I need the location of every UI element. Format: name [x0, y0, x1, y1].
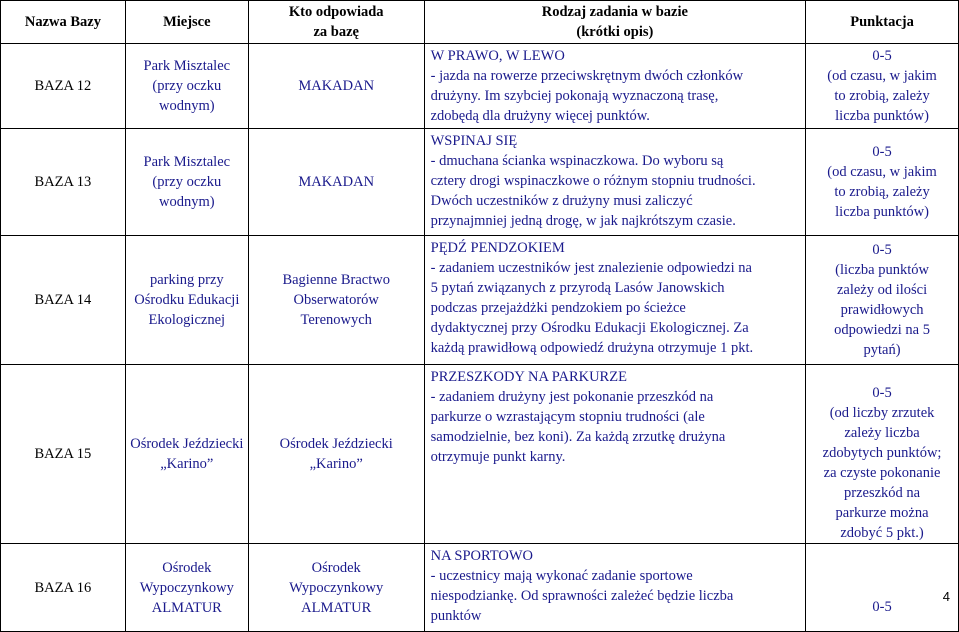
- header-name: Nazwa Bazy: [1, 1, 126, 44]
- row-points: 0-5 (liczba punktów zależy od ilości prawidłowych odpowiedzi na 5 pytań): [806, 236, 959, 365]
- row-points: 0-5 (od czasu, w jakim to zrobią, zależy liczba punktów): [806, 44, 959, 129]
- row-points: 0-5: [806, 544, 959, 632]
- table-row: [1, 544, 959, 632]
- table-row: [1, 236, 959, 365]
- row-who: Ośrodek Jeździecki „Karino”: [248, 365, 424, 544]
- row-name: BAZA 12: [1, 44, 126, 129]
- row-place: parking przy Ośrodku Edukacji Ekologicznej: [125, 236, 248, 365]
- row-place: Ośrodek Jeździecki „Karino”: [125, 365, 248, 544]
- header-place: Miejsce: [125, 1, 248, 44]
- row-task: PĘDŹ PENDZOKIEM - zadaniem uczestników jest znalezienie odpowiedzi na 5 pytań związanych z przyrodą Lasów Janowskich podczas przejażdżki pendzokiem po ścieżce dydaktycznej przy Ośrodku Edukacji Ekologicznej. Za każdą prawidłową odpowiedź drużyna otrzymuje 1 pkt.: [424, 236, 805, 365]
- row-who: Bagienne Bractwo Obserwatorów Terenowych: [248, 236, 424, 365]
- row-points: 0-5 (od czasu, w jakim to zrobią, zależy liczba punktów): [806, 129, 959, 236]
- header-who: Kto odpowiada za bazę: [248, 1, 424, 44]
- row-place: Ośrodek Wypoczynkowy ALMATUR: [125, 544, 248, 632]
- row-task: WSPINAJ SIĘ - dmuchana ścianka wspinaczkowa. Do wyboru są cztery drogi wspinaczkowe o różnym stopniu trudności. Dwóch uczestników z drużyny musi zaliczyć przynajmniej jedną drogę, w jak najkrótszym czasie.: [424, 129, 805, 236]
- row-who: Ośrodek Wypoczynkowy ALMATUR: [248, 544, 424, 632]
- row-name: BAZA 16: [1, 544, 126, 632]
- row-name: BAZA 14: [1, 236, 126, 365]
- row-task: PRZESZKODY NA PARKURZE - zadaniem drużyny jest pokonanie przeszkód na parkurze o wzrastającym stopniu trudności (ale samodzielnie, bez koni). Za każdą zrzutkę drużyna otrzymuje punkt karny.: [424, 365, 805, 544]
- row-points: 0-5 (od liczby zrzutek zależy liczba zdobytych punktów; za czyste pokonanie przeszkód na parkurze można zdobyć 5 pkt.): [806, 365, 959, 544]
- row-who: MAKADAN: [248, 44, 424, 129]
- table-row: [1, 365, 959, 544]
- row-place: Park Misztalec (przy oczku wodnym): [125, 44, 248, 129]
- table-row: [1, 44, 959, 129]
- row-task: W PRAWO, W LEWO - jazda na rowerze przeciwskrętnym dwóch członków drużyny. Im szybciej pokonają wyznaczoną trasę, zdobędą dla drużyny więcej punktów.: [424, 44, 805, 129]
- row-place: Park Misztalec (przy oczku wodnym): [125, 129, 248, 236]
- page-number: 4: [942, 589, 950, 604]
- header-row: [1, 1, 959, 44]
- row-name: BAZA 15: [1, 365, 126, 544]
- row-task: NA SPORTOWO - uczestnicy mają wykonać zadanie sportowe niespodziankę. Od sprawności zależeć będzie liczba punktów: [424, 544, 805, 632]
- table-row: [1, 129, 959, 236]
- row-who: MAKADAN: [248, 129, 424, 236]
- header-task: Rodzaj zadania w bazie (krótki opis): [424, 1, 805, 44]
- header-points: Punktacja: [806, 1, 959, 44]
- row-name: BAZA 13: [1, 129, 126, 236]
